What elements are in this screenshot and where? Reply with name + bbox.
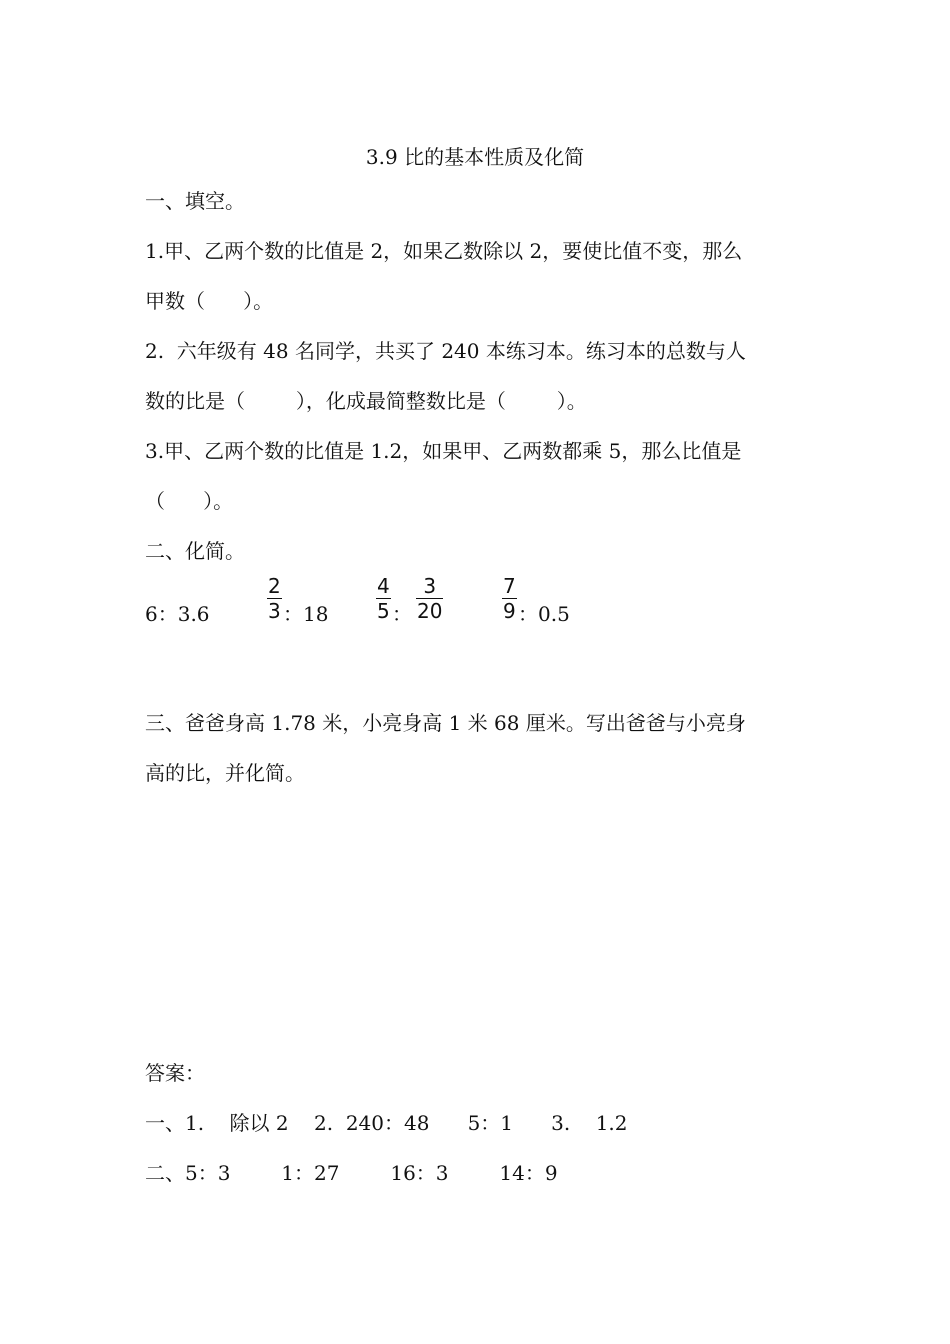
answers-line-2: 二、5：3 1：27 16：3 14：9 — [145, 1161, 558, 1185]
fraction-numerator: 4 — [377, 574, 390, 598]
section-1-heading: 一、填空。 — [145, 189, 245, 213]
fraction-two-thirds — [267, 576, 282, 621]
question-2-line-2: 数的比是（ ），化成最简整数比是（ ）。 — [145, 389, 587, 413]
simplify-item-4-tail: ：0.5 — [518, 602, 570, 626]
fraction-numerator: 2 — [268, 574, 281, 598]
simplify-item-1: 6：3.6 — [145, 602, 210, 626]
fraction-denominator: 9 — [503, 599, 516, 623]
question-2-line-1: 2. 六年级有 48 名同学，共买了 240 本练习本。练习本的总数与人 — [145, 339, 746, 363]
section-2-heading: 二、化简。 — [145, 539, 245, 563]
section-3-line-1: 三、爸爸身高 1.78 米，小亮身高 1 米 68 厘米。写出爸爸与小亮身 — [145, 711, 746, 735]
fraction-denominator: 5 — [377, 599, 390, 623]
fraction-three-twentieths — [416, 576, 443, 621]
fraction-numerator: 3 — [423, 574, 437, 598]
fraction-denominator: 20 — [417, 599, 443, 623]
ratio-separator: ： — [392, 602, 412, 626]
question-1-line-2: 甲数（ ）。 — [145, 289, 274, 313]
section-3-line-2: 高的比，并化简。 — [145, 761, 305, 785]
page-title: 3.9 比的基本性质及化简 — [365, 145, 585, 169]
question-3-line-1: 3.甲、乙两个数的比值是 1.2，如果甲、乙两数都乘 5，那么比值是 — [145, 439, 742, 463]
fraction-numerator: 7 — [503, 574, 516, 598]
answers-heading: 答案： — [145, 1061, 205, 1085]
simplify-item-2-tail: ：18 — [283, 602, 329, 626]
fraction-seven-ninths — [502, 576, 517, 621]
fraction-denominator: 3 — [268, 599, 281, 623]
question-3-line-2: （ ）。 — [145, 489, 234, 513]
fraction-four-fifths — [376, 576, 391, 621]
answers-line-1: 一、1. 除以 2 2. 240：48 5：1 3. 1.2 — [145, 1111, 628, 1135]
question-1-line-1: 1.甲、乙两个数的比值是 2，如果乙数除以 2，要使比值不变，那么 — [145, 239, 743, 263]
